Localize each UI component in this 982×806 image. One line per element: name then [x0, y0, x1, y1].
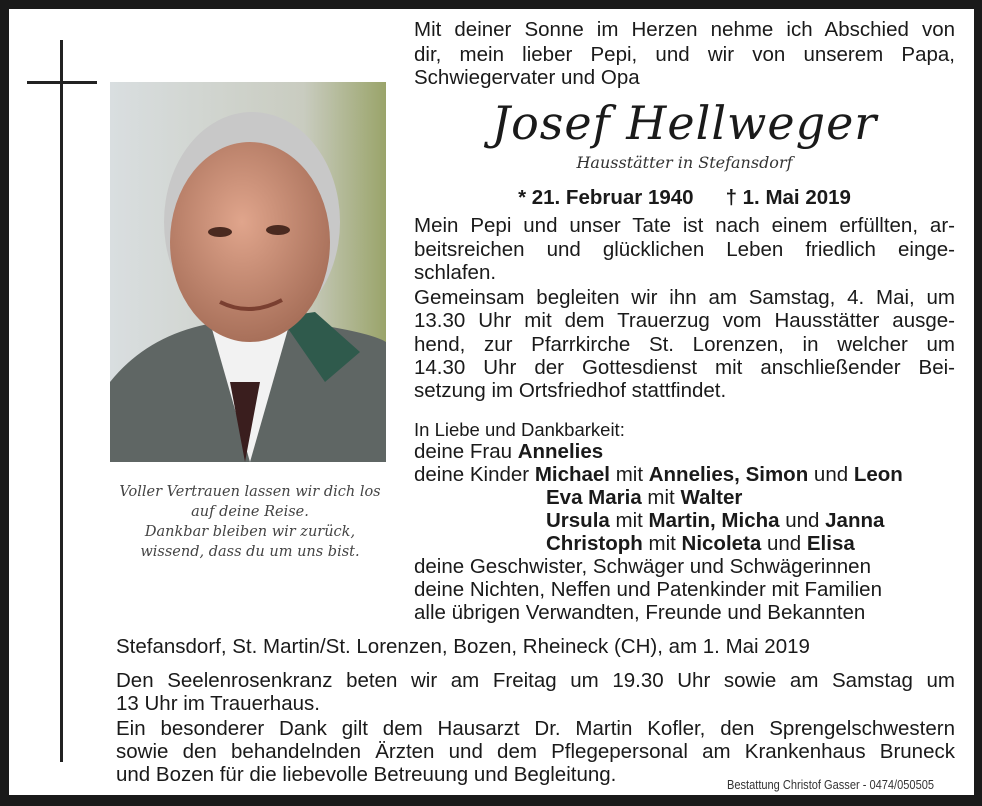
thanks-line: sowie den behandelnden Ärzten und dem Pflegepersonal am Krankenhaus Bruneck [116, 740, 955, 763]
body-line: hend, zur Pfarrkirche St. Lorenzen, in welcher um [414, 333, 955, 356]
verse-line: Dankbar bleiben wir zurück, [144, 524, 356, 540]
family-text: deine Frau [414, 440, 518, 463]
memorial-verse [105, 482, 395, 562]
relatives-line: deine Geschwister, Schwäger und Schwägerinnen [414, 555, 871, 578]
body-line: Mein Pepi und unser Tate ist nach einem erfüllten, ar- [414, 214, 955, 237]
family-heading: In Liebe und Dankbarkeit: [414, 419, 625, 440]
family-text: deine Kinder [414, 463, 535, 486]
deceased-name: Josef Hellweger [491, 96, 878, 150]
body-line: setzung im Ortsfriedhof stattfindet. [414, 379, 727, 402]
family-text: und [761, 532, 807, 555]
funeral-home-credit: Bestattung Christof Gasser - 0474/050505 [727, 777, 935, 792]
family-member-name: Leon [853, 463, 903, 486]
family-member-name: Walter [680, 486, 743, 509]
family-text: mit [642, 532, 682, 555]
family-member-name: Annelies, Simon [648, 463, 809, 486]
body-line: Gemeinsam begleiten wir ihn am Samstag, 4. Mai, um [414, 286, 955, 309]
deceased-subtitle: Hausstätter in Stefansdorf [576, 153, 793, 172]
family-text: mit [610, 463, 649, 486]
family-text: mit [609, 509, 649, 532]
cross-icon [60, 40, 63, 762]
family-member-name: Janna [825, 509, 885, 532]
intro-line: Schwiegervater und Opa [414, 66, 640, 89]
thanks-line: und Bozen für die liebevolle Betreuung und Begleitung. [116, 763, 617, 786]
family-line [546, 509, 884, 532]
family-text: mit [641, 486, 681, 509]
family-member-name: Eva Maria [546, 486, 642, 509]
family-member-name: Ursula [546, 509, 610, 532]
family-line [546, 486, 742, 509]
family-line [546, 532, 855, 555]
intro-line: dir, mein lieber Pepi, und wir von unserem Papa, [414, 43, 955, 66]
family-member-name: Elisa [806, 532, 855, 555]
rosary-line: Den Seelenrosenkranz beten wir am Freitag um 19.30 Uhr sowie am Samstag um [116, 669, 955, 692]
family-member-name: Annelies [517, 440, 604, 463]
body-line: 14.30 Uhr der Gottesdienst mit anschließender Bei- [414, 356, 955, 379]
birth-date: * 21. Februar 1940 [518, 186, 694, 209]
body-line: schlafen. [414, 261, 497, 284]
family-line [414, 440, 603, 463]
family-member-name: Michael [534, 463, 611, 486]
family-member-name: Nicoleta [681, 532, 762, 555]
death-date: † 1. Mai 2019 [725, 186, 851, 209]
body-line: beitsreichen und glücklichen Leben friedlich einge- [414, 238, 955, 261]
body-line: 13.30 Uhr mit dem Trauerzug vom Hausstätter ausge- [414, 309, 955, 332]
family-line [414, 463, 903, 486]
thanks-line: Ein besonderer Dank gilt dem Hausarzt Dr. Martin Kofler, den Sprengelschwestern [116, 717, 955, 740]
family-member-name: Martin, Micha [648, 509, 780, 532]
places-date: Stefansdorf, St. Martin/St. Lorenzen, Bozen, Rheineck (CH), am 1. Mai 2019 [116, 635, 810, 658]
life-dates [414, 186, 955, 209]
family-member-name: Christoph [546, 532, 643, 555]
verse-line: Voller Vertrauen lassen wir dich los [119, 484, 381, 500]
rosary-line: 13 Uhr im Trauerhaus. [116, 692, 320, 715]
family-text: und [779, 509, 826, 532]
portrait-photo [110, 82, 386, 462]
intro-line: Mit deiner Sonne im Herzen nehme ich Abschied von [414, 18, 955, 41]
relatives-line: alle übrigen Verwandten, Freunde und Bekannten [414, 601, 866, 624]
verse-line: wissend, dass du um uns bist. [140, 544, 360, 560]
verse-line: auf deine Reise. [191, 504, 309, 520]
relatives-line: deine Nichten, Neffen und Patenkinder mit Familien [414, 578, 882, 601]
family-text: und [808, 463, 854, 486]
cross-icon-bar [27, 81, 97, 84]
